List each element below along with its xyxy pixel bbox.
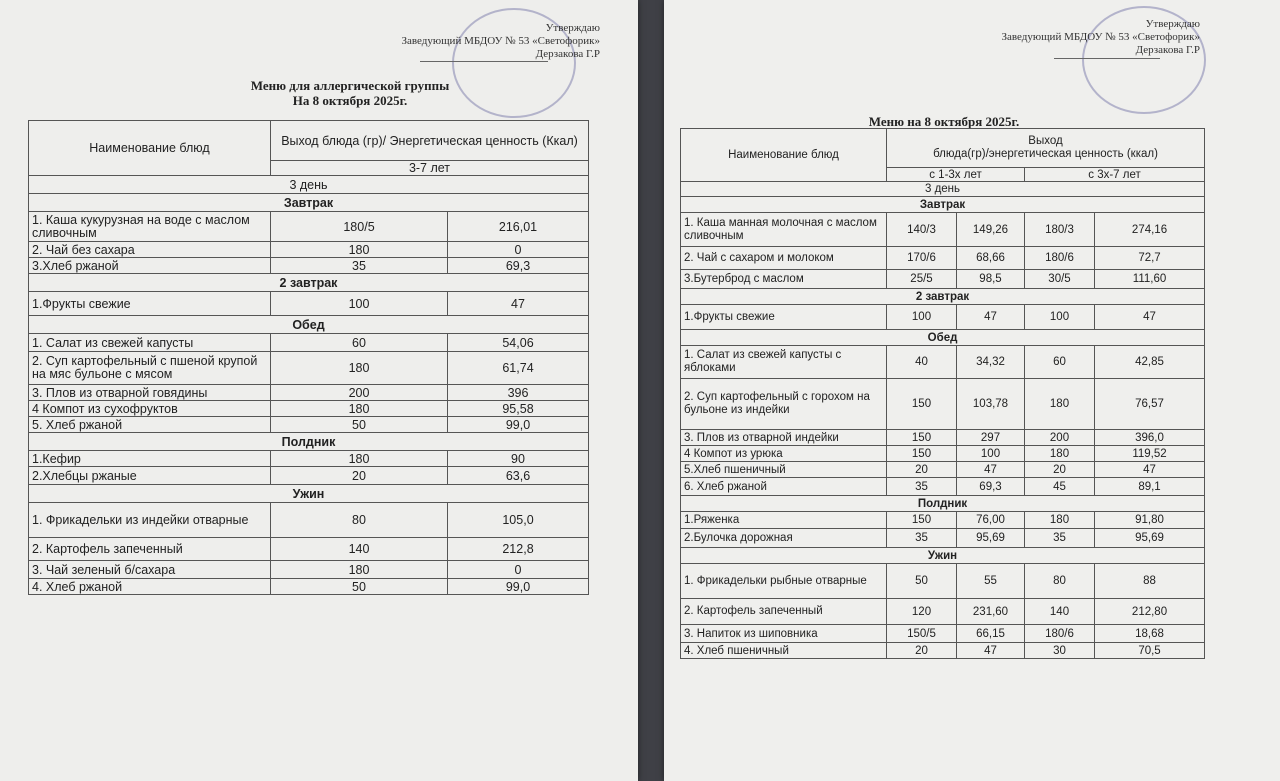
dish-output-3-7: 180 <box>1025 379 1095 430</box>
dish-output-3-7: 180 <box>1025 446 1095 462</box>
dish-name: 4 Компот из урюка <box>681 446 887 462</box>
dish-output-3-7: 180 <box>1025 512 1095 529</box>
table-row <box>681 346 1205 379</box>
dish-kcal: 0 <box>448 242 589 258</box>
signature-line <box>1054 58 1160 59</box>
dish-name: 1.Фрукты свежие <box>681 305 887 330</box>
dish-kcal: 95,58 <box>448 401 589 417</box>
dish-kcal: 99,0 <box>448 579 589 595</box>
table-row <box>681 529 1205 548</box>
header-dish-name: Наименование блюд <box>681 129 887 182</box>
approval-line-2: Заведующий МБДОУ № 53 «Светофорик» <box>401 35 600 47</box>
section-title: Полдник <box>29 433 589 451</box>
table-row <box>29 467 589 485</box>
approval-line-1: Утверждаю <box>545 22 600 34</box>
header-age: 3-7 лет <box>271 161 589 176</box>
dish-output: 35 <box>271 258 448 274</box>
dish-output-1-3: 150 <box>887 430 957 446</box>
menu-table <box>28 120 589 595</box>
day-label: 3 день <box>681 182 1205 197</box>
table-row <box>681 625 1205 643</box>
table-row <box>29 385 589 401</box>
title-line-1: Меню для аллергической группы <box>250 78 450 93</box>
title-line-2: На 8 октября 2025г. <box>292 93 408 108</box>
dish-output-1-3: 25/5 <box>887 270 957 289</box>
table-row <box>29 401 589 417</box>
dish-kcal-1-3: 76,00 <box>957 512 1025 529</box>
dish-name: 1. Салат из свежей капусты с яблоками <box>681 346 887 379</box>
dish-kcal-3-7: 70,5 <box>1095 643 1205 659</box>
dish-name: 1.Ряженка <box>681 512 887 529</box>
approval-line-3: Дерзакова Г.Р <box>1135 44 1200 56</box>
dish-name: 2. Чай без сахара <box>29 242 271 258</box>
day-row <box>29 176 589 194</box>
menu-sheet-general <box>664 0 1280 781</box>
table-row <box>681 213 1205 247</box>
dish-kcal: 0 <box>448 561 589 579</box>
table-row <box>29 292 589 316</box>
dish-name: 1.Фрукты свежие <box>29 292 271 316</box>
dish-output-1-3: 35 <box>887 478 957 496</box>
dish-name: 3.Бутерброд с маслом <box>681 270 887 289</box>
section-row <box>681 330 1205 346</box>
dish-kcal-1-3: 95,69 <box>957 529 1025 548</box>
dish-kcal: 105,0 <box>448 503 589 538</box>
section-title: 2 завтрак <box>681 289 1205 305</box>
dish-output: 140 <box>271 538 448 561</box>
dish-output: 200 <box>271 385 448 401</box>
dish-kcal: 61,74 <box>448 352 589 385</box>
section-row <box>681 289 1205 305</box>
table-row <box>29 538 589 561</box>
section-row <box>681 548 1205 564</box>
dish-name: 2.Булочка дорожная <box>681 529 887 548</box>
dish-name: 6. Хлеб ржаной <box>681 478 887 496</box>
dish-kcal-3-7: 76,57 <box>1095 379 1205 430</box>
dish-output-1-3: 150 <box>887 379 957 430</box>
dish-name: 2. Суп картофельный с горохом на бульоне из индейки <box>681 379 887 430</box>
section-row <box>29 316 589 334</box>
dish-name: 1. Фрикадельки рыбные отварные <box>681 564 887 599</box>
table-row <box>681 247 1205 270</box>
dish-name: 3. Чай зеленый б/сахара <box>29 561 271 579</box>
approval-line-1: Утверждаю <box>1145 18 1200 30</box>
dish-name: 4 Компот из сухофруктов <box>29 401 271 417</box>
section-title: Завтрак <box>681 197 1205 213</box>
dish-name: 1. Салат из свежей капусты <box>29 334 271 352</box>
dish-kcal-3-7: 88 <box>1095 564 1205 599</box>
table-row <box>29 242 589 258</box>
table-row <box>681 305 1205 330</box>
table-header-row <box>29 121 589 161</box>
page-title: Меню на 8 октября 2025г. <box>868 114 1020 129</box>
dish-output: 20 <box>271 467 448 485</box>
dish-output-3-7: 35 <box>1025 529 1095 548</box>
dish-kcal: 396 <box>448 385 589 401</box>
dish-kcal-3-7: 89,1 <box>1095 478 1205 496</box>
menu-table <box>680 128 1205 659</box>
dish-kcal: 47 <box>448 292 589 316</box>
table-row <box>29 417 589 433</box>
dish-output: 180 <box>271 561 448 579</box>
dish-output-3-7: 180/6 <box>1025 625 1095 643</box>
approval-line-2: Заведующий МБДОУ № 53 «Светофорик» <box>1001 31 1200 43</box>
dish-kcal-1-3: 69,3 <box>957 478 1025 496</box>
table-row <box>681 478 1205 496</box>
dish-kcal-1-3: 55 <box>957 564 1025 599</box>
dish-kcal: 69,3 <box>448 258 589 274</box>
dish-kcal-3-7: 47 <box>1095 462 1205 478</box>
section-row <box>681 197 1205 213</box>
section-row <box>29 485 589 503</box>
dish-name: 5. Хлеб ржаной <box>29 417 271 433</box>
table-row <box>681 564 1205 599</box>
section-title: Обед <box>29 316 589 334</box>
dish-kcal-3-7: 47 <box>1095 305 1205 330</box>
section-row <box>29 433 589 451</box>
dish-name: 2. Картофель запеченный <box>681 599 887 625</box>
dish-kcal-3-7: 91,80 <box>1095 512 1205 529</box>
dish-kcal-1-3: 103,78 <box>957 379 1025 430</box>
section-row <box>29 194 589 212</box>
dish-output-3-7: 180/6 <box>1025 247 1095 270</box>
dish-kcal-1-3: 47 <box>957 462 1025 478</box>
dish-output: 180/5 <box>271 212 448 242</box>
dish-output-3-7: 200 <box>1025 430 1095 446</box>
signature-line <box>420 61 548 62</box>
dish-name: 3. Плов из отварной индейки <box>681 430 887 446</box>
dish-kcal-3-7: 42,85 <box>1095 346 1205 379</box>
dish-output-1-3: 120 <box>887 599 957 625</box>
dish-kcal: 212,8 <box>448 538 589 561</box>
table-row <box>681 462 1205 478</box>
dish-output-1-3: 50 <box>887 564 957 599</box>
section-title: 2 завтрак <box>29 274 589 292</box>
dish-kcal: 99,0 <box>448 417 589 433</box>
dish-output-3-7: 30/5 <box>1025 270 1095 289</box>
dish-output-1-3: 40 <box>887 346 957 379</box>
dish-kcal-1-3: 297 <box>957 430 1025 446</box>
dish-name: 2.Хлебцы ржаные <box>29 467 271 485</box>
section-title: Ужин <box>29 485 589 503</box>
dish-output: 180 <box>271 352 448 385</box>
dish-output-3-7: 100 <box>1025 305 1095 330</box>
table-row <box>29 451 589 467</box>
table-row <box>681 643 1205 659</box>
table-row <box>29 503 589 538</box>
dish-name: 1. Каша кукурузная на воде с маслом сливочным <box>29 212 271 242</box>
dish-output-3-7: 30 <box>1025 643 1095 659</box>
dish-output: 100 <box>271 292 448 316</box>
dish-output-1-3: 20 <box>887 643 957 659</box>
dish-name: 5.Хлеб пшеничный <box>681 462 887 478</box>
section-title: Обед <box>681 330 1205 346</box>
dish-output: 50 <box>271 579 448 595</box>
dish-kcal-3-7: 111,60 <box>1095 270 1205 289</box>
dish-output-1-3: 100 <box>887 305 957 330</box>
dish-output-1-3: 20 <box>887 462 957 478</box>
dish-output-3-7: 20 <box>1025 462 1095 478</box>
dish-name: 1.Кефир <box>29 451 271 467</box>
dish-name: 3. Плов из отварной говядины <box>29 385 271 401</box>
dish-output: 180 <box>271 242 448 258</box>
dish-kcal-1-3: 66,15 <box>957 625 1025 643</box>
dish-kcal-3-7: 95,69 <box>1095 529 1205 548</box>
header-output <box>887 129 1205 168</box>
dish-kcal-1-3: 98,5 <box>957 270 1025 289</box>
dish-output-3-7: 60 <box>1025 346 1095 379</box>
header-output: Выход блюда (гр)/ Энергетическая ценность (Ккал) <box>271 121 589 161</box>
dish-name: 2. Чай с сахаром и молоком <box>681 247 887 270</box>
dish-kcal-1-3: 149,26 <box>957 213 1025 247</box>
table-row <box>681 599 1205 625</box>
dish-name: 2. Суп картофельный с пшеной крупой на мяс бульоне с мясом <box>29 352 271 385</box>
dish-kcal: 54,06 <box>448 334 589 352</box>
dish-output: 180 <box>271 401 448 417</box>
dish-kcal-3-7: 212,80 <box>1095 599 1205 625</box>
table-row <box>681 430 1205 446</box>
dish-kcal: 63,6 <box>448 467 589 485</box>
dish-output-3-7: 80 <box>1025 564 1095 599</box>
table-row <box>681 379 1205 430</box>
header-age-1: с 1-3х лет <box>887 168 1025 182</box>
dish-output-1-3: 170/6 <box>887 247 957 270</box>
dish-kcal-3-7: 396,0 <box>1095 430 1205 446</box>
day-row <box>681 182 1205 197</box>
dish-name: 1. Фрикадельки из индейки отварные <box>29 503 271 538</box>
dish-kcal: 216,01 <box>448 212 589 242</box>
dish-output-1-3: 140/3 <box>887 213 957 247</box>
table-row <box>681 512 1205 529</box>
dish-output-1-3: 35 <box>887 529 957 548</box>
dish-kcal-3-7: 72,7 <box>1095 247 1205 270</box>
header-output-line-2: блюда(гр)/энергетическая ценность (ккал) <box>933 148 1158 160</box>
dish-output: 60 <box>271 334 448 352</box>
dish-kcal-3-7: 18,68 <box>1095 625 1205 643</box>
dish-kcal-1-3: 47 <box>957 643 1025 659</box>
dish-name: 3. Напиток из шиповника <box>681 625 887 643</box>
dish-output: 80 <box>271 503 448 538</box>
header-age-2: с 3х-7 лет <box>1025 168 1205 182</box>
dish-output-3-7: 45 <box>1025 478 1095 496</box>
table-row <box>29 579 589 595</box>
dish-kcal-3-7: 274,16 <box>1095 213 1205 247</box>
section-title: Полдник <box>681 496 1205 512</box>
approval-block <box>402 22 600 61</box>
header-output-line-1: Выход <box>1028 135 1063 147</box>
dish-kcal-1-3: 47 <box>957 305 1025 330</box>
menu-sheet-allergy <box>0 0 638 781</box>
dish-output-1-3: 150/5 <box>887 625 957 643</box>
page-title <box>200 78 500 108</box>
dish-kcal-3-7: 119,52 <box>1095 446 1205 462</box>
dish-output-3-7: 140 <box>1025 599 1095 625</box>
table-row <box>29 352 589 385</box>
dish-output-3-7: 180/3 <box>1025 213 1095 247</box>
section-row <box>681 496 1205 512</box>
dish-output: 50 <box>271 417 448 433</box>
dish-kcal-1-3: 34,32 <box>957 346 1025 379</box>
table-row <box>681 446 1205 462</box>
day-label: 3 день <box>29 176 589 194</box>
dish-name: 2. Картофель запеченный <box>29 538 271 561</box>
dish-name: 3.Хлеб ржаной <box>29 258 271 274</box>
dish-name: 4. Хлеб пшеничный <box>681 643 887 659</box>
section-title: Ужин <box>681 548 1205 564</box>
section-title: Завтрак <box>29 194 589 212</box>
section-row <box>29 274 589 292</box>
header-dish-name: Наименование блюд <box>29 121 271 176</box>
table-row <box>29 212 589 242</box>
dish-output-1-3: 150 <box>887 512 957 529</box>
dish-kcal: 90 <box>448 451 589 467</box>
table-row <box>29 561 589 579</box>
approval-line-3: Дерзакова Г.Р <box>535 48 600 60</box>
dish-output-1-3: 150 <box>887 446 957 462</box>
table-header-row <box>681 129 1205 168</box>
table-row <box>29 334 589 352</box>
dish-name: 1. Каша манная молочная с маслом сливочным <box>681 213 887 247</box>
table-row <box>681 270 1205 289</box>
dish-kcal-1-3: 231,60 <box>957 599 1025 625</box>
dish-name: 4. Хлеб ржаной <box>29 579 271 595</box>
table-row <box>29 258 589 274</box>
dish-kcal-1-3: 68,66 <box>957 247 1025 270</box>
dish-kcal-1-3: 100 <box>957 446 1025 462</box>
approval-block <box>1002 18 1200 57</box>
dish-output: 180 <box>271 451 448 467</box>
